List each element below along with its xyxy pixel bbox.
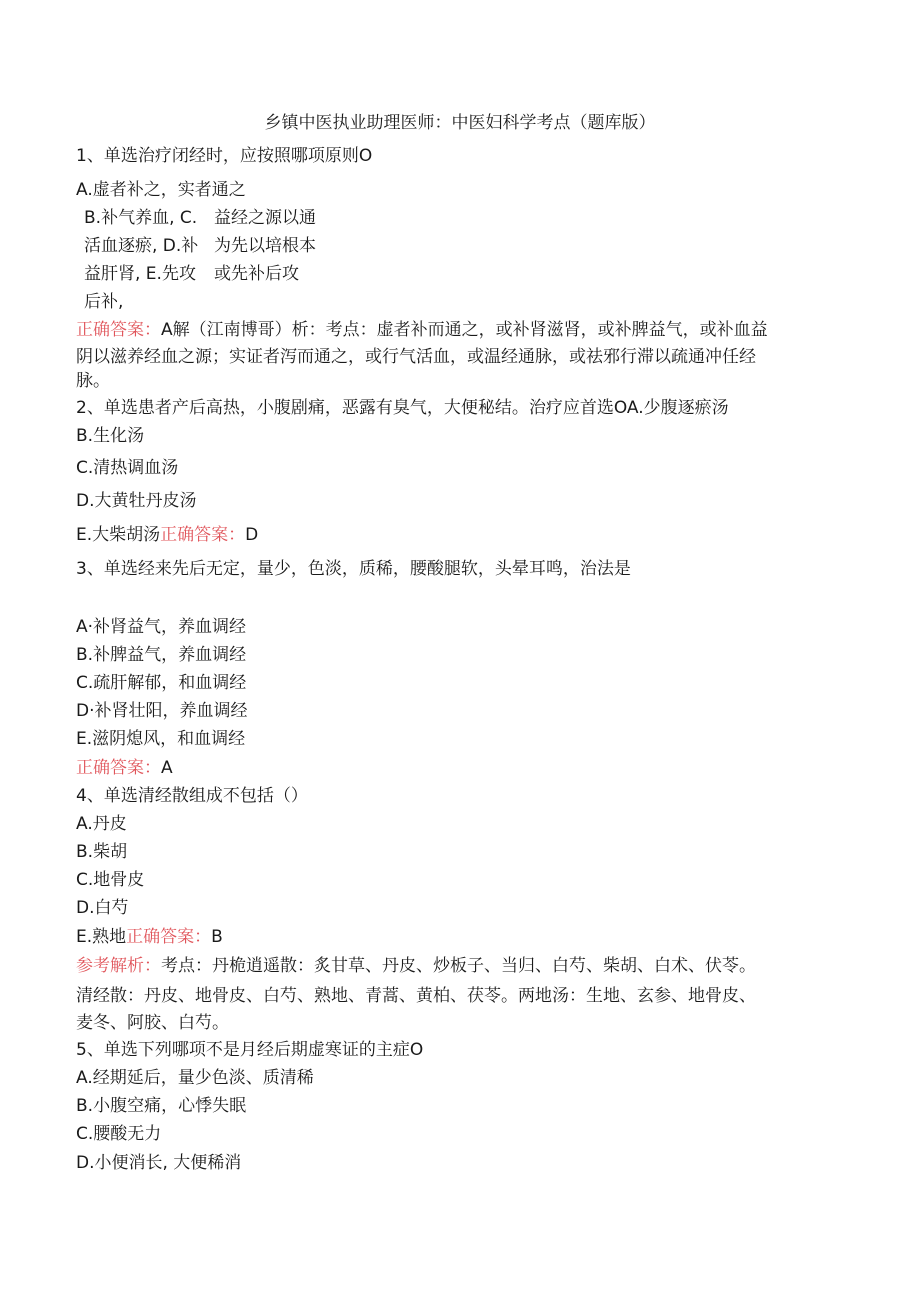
q4-option-e-line [76, 926, 223, 948]
q2-answer-label: 正确答案： [160, 525, 246, 545]
q2-option-e-line [76, 524, 258, 546]
q3-answer: A [161, 758, 173, 778]
q4-analysis-line-3: 麦冬、阿胶、白芍。 [76, 1013, 229, 1033]
q5-option-a: A.经期延后，量少色淡、质清稀 [76, 1068, 314, 1088]
q4-analysis-line-2: 清经散：丹皮、地骨皮、白芍、熟地、青蒿、黄柏、茯苓。两地汤：生地、玄参、地骨皮、 [76, 986, 756, 1006]
q5-question: 5、单选下列哪项不是月经后期虚寒证的主症O [76, 1040, 424, 1060]
q4-answer: B [211, 927, 223, 947]
q4-question: 4、单选清经散组成不包括（） [76, 786, 308, 806]
q1-analysis-line-3: 脉。 [76, 371, 110, 391]
q4-analysis-line-1 [76, 955, 756, 977]
q1-answer-label: 正确答案： [76, 320, 161, 340]
q1-option-a: A.虚者补之，实者通之 [76, 180, 246, 200]
q1-right-col-1: 益经之源以通 [214, 208, 316, 228]
page-title: 乡镇中医执业助理医师：中医妇科学考点（题库版） [264, 113, 656, 133]
q4-option-d: D.白芍 [76, 898, 129, 918]
q5-option-d: D.小便消长, 大便稀消 [76, 1153, 242, 1173]
q3-question: 3、单选经来先后无定，量少，色淡，质稀，腰酸腿软，头晕耳鸣，治法是 [76, 559, 631, 579]
q3-option-b: B.补脾益气，养血调经 [76, 645, 247, 665]
q1-left-col-4: 后补, [84, 292, 124, 312]
q3-option-e: E.滋阴熄风，和血调经 [76, 729, 246, 749]
q3-option-c: C.疏肝解郁，和血调经 [76, 673, 247, 693]
q4-option-c: C.地骨皮 [76, 870, 145, 890]
q2-option-e: E.大柴胡汤 [76, 525, 161, 545]
q2-option-b: B.生化汤 [76, 426, 145, 446]
q4-option-e: E.熟地 [76, 927, 127, 947]
q2-option-d: D.大黄牡丹皮汤 [76, 491, 197, 511]
q4-answer-label: 正确答案： [126, 927, 212, 947]
q2-option-c: C.清热调血汤 [76, 458, 179, 478]
q2-question: 2、单选患者产后高热，小腹剧痛，恶露有臭气，大便秘结。治疗应首选OA.少腹逐瘀汤 [76, 398, 729, 418]
q3-option-a: A·补肾益气，养血调经 [76, 617, 247, 637]
q4-analysis-text-1: 考点：丹桅逍遥散：炙甘草、丹皮、炒板子、当归、白芍、柴胡、白术、伏苓。 [161, 956, 756, 976]
q3-option-d: D·补肾壮阳，养血调经 [76, 701, 248, 721]
q1-left-col-1: B.补气养血, C. [84, 208, 198, 228]
q1-analysis-text-1: A解（江南博哥）析：考点：虚者补而通之，或补肾滋肾，或补脾益气，或补血益 [161, 320, 768, 340]
q5-option-b: B.小腹空痛，心悸失眠 [76, 1096, 247, 1116]
q5-option-c: C.腰酸无力 [76, 1124, 162, 1144]
q4-option-b: B.柴胡 [76, 842, 128, 862]
q2-answer: D [245, 525, 259, 545]
q4-option-a: A.丹皮 [76, 814, 127, 834]
q1-left-col-2: 活血逐瘀, D.补 [84, 236, 199, 256]
q1-right-col-2: 为先以培根本 [214, 236, 316, 256]
q1-analysis-line-1 [76, 319, 768, 341]
q1-question: 1、单选治疗闭经时，应按照哪项原则O [76, 146, 373, 166]
q1-left-col-3: 益肝肾, E.先攻 [84, 264, 196, 284]
q3-answer-label: 正确答案： [76, 758, 161, 778]
q4-analysis-label: 参考解析： [76, 956, 161, 976]
q3-answer-line [76, 757, 173, 779]
q1-right-col-3: 或先补后攻 [214, 264, 299, 284]
q1-analysis-line-2: 阴以滋养经血之源；实证者泻而通之，或行气活血，或温经通脉，或祛邪行滞以疏通冲任经 [76, 347, 756, 367]
